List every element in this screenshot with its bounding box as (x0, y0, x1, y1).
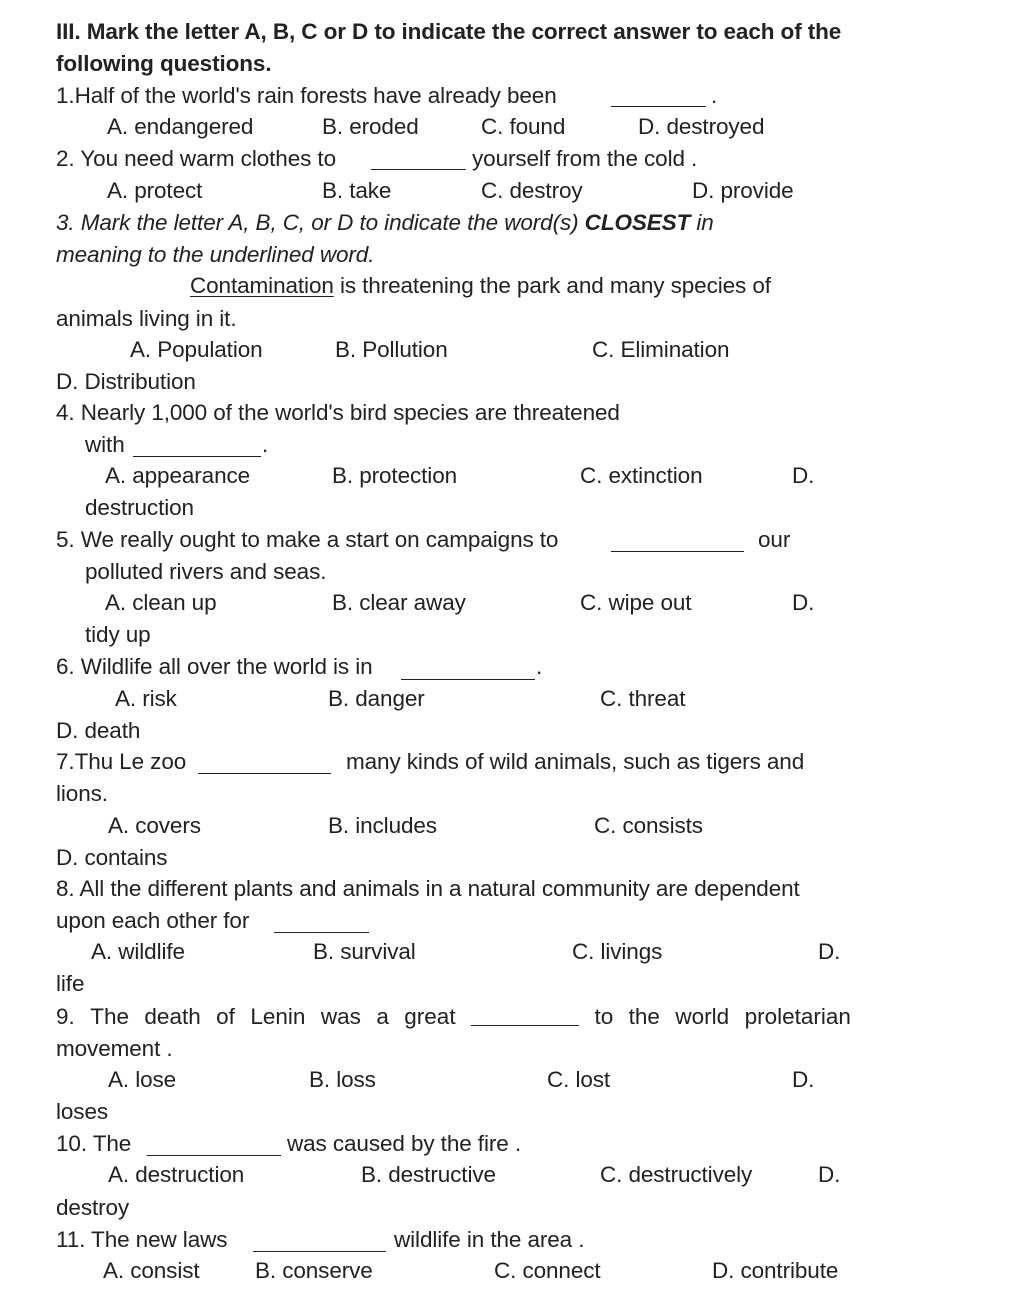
q4-option-b: B. protection (332, 463, 458, 488)
section-heading-line-2: following questions. (56, 51, 272, 76)
q7-option-a: A. covers (108, 813, 201, 838)
q4-stem: 4. Nearly 1,000 of the world's bird species are threatened (56, 400, 620, 425)
q10-option-a: A. destruction (108, 1162, 245, 1187)
q9-option-a: A. lose (108, 1067, 177, 1092)
q4-option-c: C. extinction (580, 463, 703, 488)
q1-stem: 1.Half of the world's rain forests have already been (56, 83, 557, 108)
q6-option-b: B. danger (328, 686, 425, 711)
q2-option-b: B. take (322, 178, 392, 203)
q7-option-b: B. includes (328, 813, 437, 838)
q7-stem: 7.Thu Le zoo (56, 749, 187, 774)
q9-option-d-text: loses (56, 1099, 109, 1124)
q5-stem: 5. We really ought to make a start on campaigns to (56, 527, 559, 552)
q8-option-c: C. livings (572, 939, 663, 964)
q1-option-c: C. found (481, 114, 566, 139)
q3-instruction-line-2: meaning to the underlined word. (56, 242, 375, 267)
q9-option-b: B. loss (309, 1067, 376, 1092)
q8-option-d-letter: D. (818, 939, 841, 964)
q11-answer-blank (253, 1251, 386, 1252)
q6-option-d: D. death (56, 718, 141, 743)
q10-option-d-letter: D. (818, 1162, 841, 1187)
q1-stem-end: . (711, 83, 718, 108)
q8-option-b: B. survival (313, 939, 416, 964)
q8-option-a: A. wildlife (91, 939, 185, 964)
q7-answer-blank (198, 773, 331, 774)
q7-stem-line-2: lions. (56, 781, 108, 806)
q7-stem-tail: many kinds of wild animals, such as tigers and (346, 749, 805, 774)
q4-option-d-text: destruction (85, 495, 194, 520)
q11-stem: 11. The new laws (56, 1227, 228, 1252)
q10-option-d-text: destroy (56, 1195, 130, 1220)
q3-option-d: D. Distribution (56, 369, 196, 394)
q6-stem-end: . (536, 654, 543, 679)
q3-option-c: C. Elimination (592, 337, 730, 362)
q4-stem-end: . (262, 432, 269, 457)
q3-underlined-word: Contamination (190, 273, 334, 298)
q1-option-b: B. eroded (322, 114, 419, 139)
q3-option-a: A. Population (130, 337, 263, 362)
q3-option-b: B. Pollution (335, 337, 448, 362)
q6-answer-blank (401, 679, 535, 680)
q6-option-c: C. threat (600, 686, 686, 711)
q2-stem: 2. You need warm clothes to (56, 146, 336, 171)
q9-option-c: C. lost (547, 1067, 611, 1092)
q11-option-c: C. connect (494, 1258, 601, 1283)
q4-answer-blank (133, 456, 261, 457)
q10-option-c: C. destructively (600, 1162, 753, 1187)
q4-option-a: A. appearance (105, 463, 251, 488)
q2-option-c: C. destroy (481, 178, 583, 203)
q10-option-b: B. destructive (361, 1162, 496, 1187)
q4-option-d-letter: D. (792, 463, 815, 488)
q5-option-d-text: tidy up (85, 622, 151, 647)
q5-answer-blank (611, 551, 744, 552)
q3-instruction-line-1: 3. Mark the letter A, B, C, or D to indicate the word(s) CLOSEST in (56, 210, 714, 235)
q6-stem: 6. Wildlife all over the world is in (56, 654, 373, 679)
q5-stem-line-2: polluted rivers and seas. (85, 559, 327, 584)
q3-instruction-emphasis: CLOSEST (584, 210, 691, 235)
q1-option-a: A. endangered (107, 114, 254, 139)
q3-stem-line-2: animals living in it. (56, 306, 237, 331)
q8-stem-line-2: upon each other for (56, 908, 250, 933)
q5-stem-tail: our (758, 527, 791, 552)
q2-option-a: A. protect (107, 178, 203, 203)
q5-option-c: C. wipe out (580, 590, 692, 615)
q10-stem: 10. The (56, 1131, 132, 1156)
q5-option-a: A. clean up (105, 590, 217, 615)
q9-stem: 9. The death of Lenin was a great to the world proletarian (56, 1004, 851, 1029)
q9-answer-blank (471, 1003, 579, 1026)
q11-option-d: D. contribute (712, 1258, 839, 1283)
q9-option-d-letter: D. (792, 1067, 815, 1092)
q2-stem-end: yourself from the cold . (472, 146, 698, 171)
q7-option-c: C. consists (594, 813, 703, 838)
q11-option-a: A. consist (103, 1258, 200, 1283)
q8-stem: 8. All the different plants and animals in a natural community are dependent (56, 876, 800, 901)
q8-option-d-text: life (56, 971, 85, 996)
q7-option-d: D. contains (56, 845, 168, 870)
q11-option-b: B. conserve (255, 1258, 373, 1283)
q2-option-d: D. provide (692, 178, 794, 203)
q1-answer-blank (611, 106, 706, 107)
q5-option-d-letter: D. (792, 590, 815, 615)
q5-option-b: B. clear away (332, 590, 466, 615)
q9-stem-line-2: movement . (56, 1036, 173, 1061)
q2-answer-blank (371, 169, 466, 170)
q6-option-a: A. risk (115, 686, 177, 711)
q10-answer-blank (147, 1155, 281, 1156)
section-heading-line-1: III. Mark the letter A, B, C or D to indicate the correct answer to each of the (56, 19, 842, 44)
q11-stem-tail: wildlife in the area . (394, 1227, 585, 1252)
q10-stem-tail: was caused by the fire . (287, 1131, 521, 1156)
q4-stem-line-2: with (85, 432, 125, 457)
q1-option-d: D. destroyed (638, 114, 765, 139)
q3-stem: Contamination is threatening the park and many species of (190, 273, 771, 298)
q8-answer-blank (274, 932, 369, 933)
